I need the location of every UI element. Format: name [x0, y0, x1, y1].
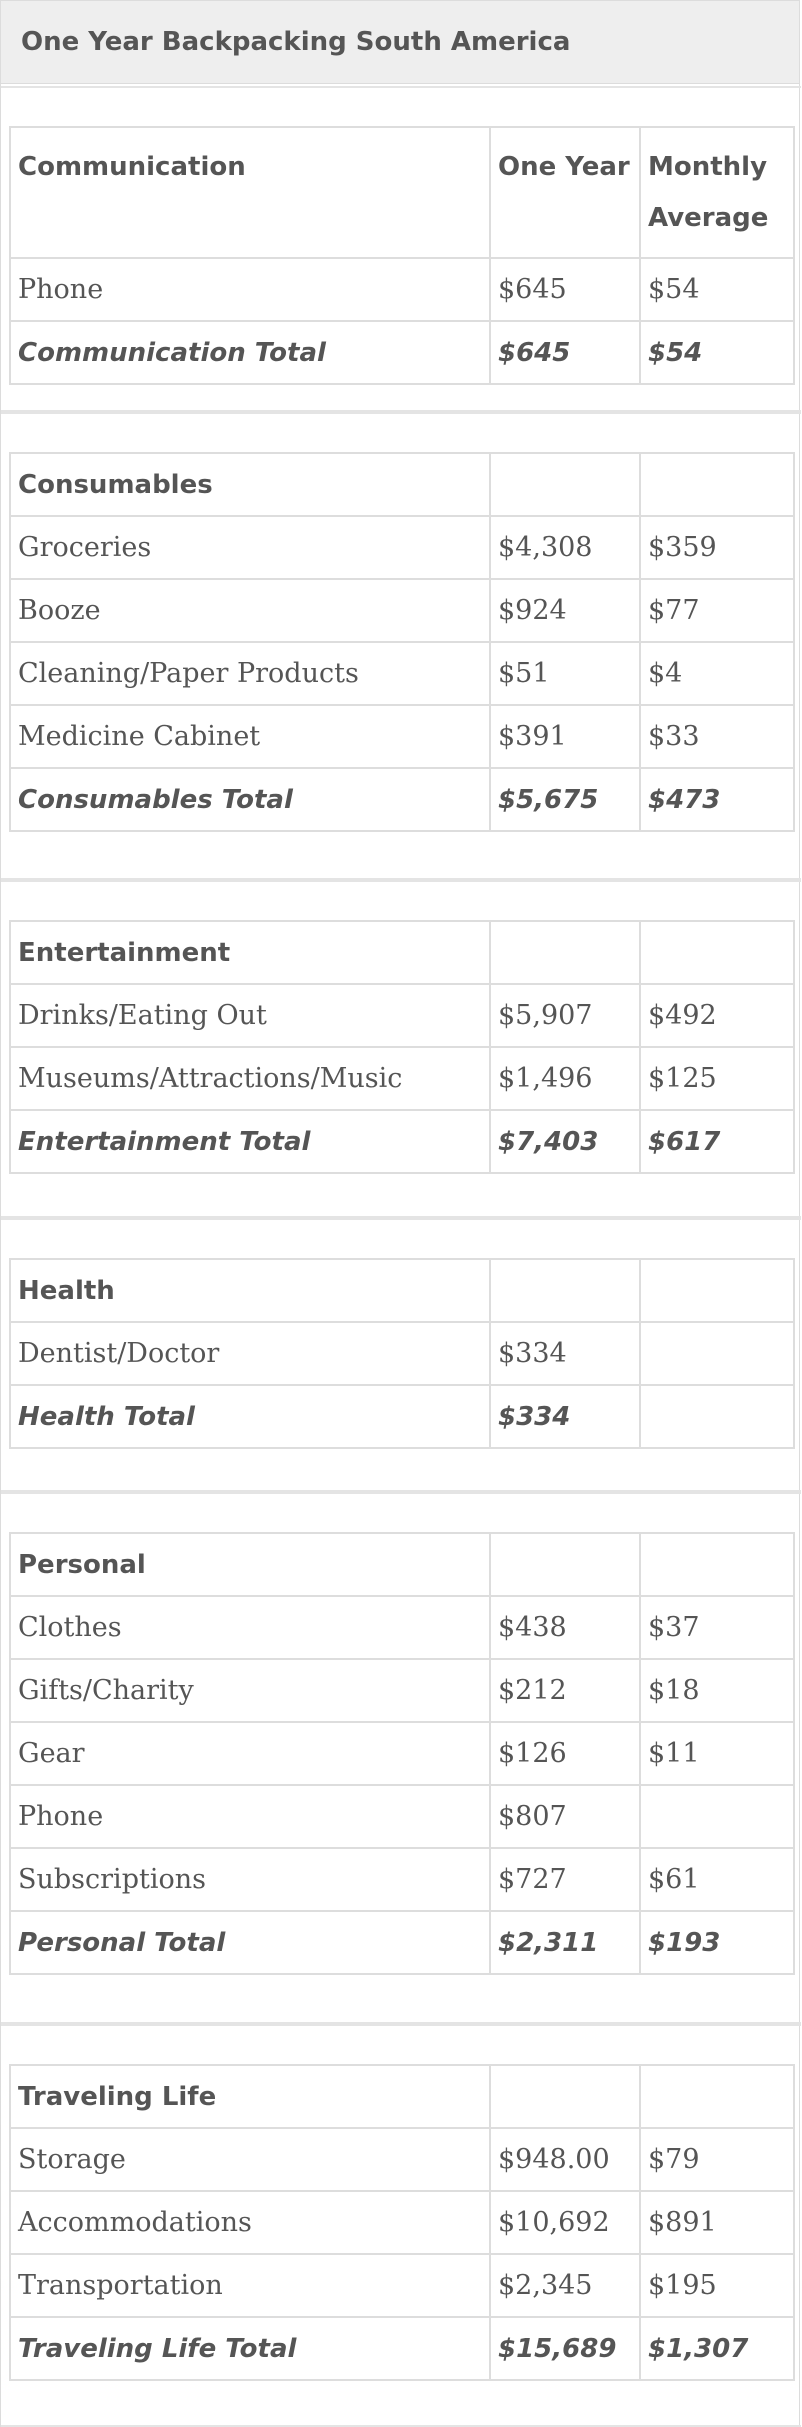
row-label: Cleaning/Paper Products	[10, 642, 490, 705]
table-row	[10, 1785, 794, 1848]
row-label: Clothes	[10, 1596, 490, 1659]
table-header-row	[10, 1259, 794, 1322]
row-label: Booze	[10, 579, 490, 642]
table-header-row	[10, 127, 794, 258]
row-label: Phone	[10, 258, 490, 321]
total-monthly: $54	[640, 321, 794, 384]
total-one-year: $15,689	[490, 2317, 640, 2380]
table-header-row	[10, 453, 794, 516]
total-one-year: $2,311	[490, 1911, 640, 1974]
row-one-year: $1,496	[490, 1047, 640, 1110]
category-heading: Health	[10, 1259, 490, 1322]
table-communication	[9, 126, 795, 385]
total-monthly	[640, 1385, 794, 1448]
row-monthly: $11	[640, 1722, 794, 1785]
category-heading: Personal	[10, 1533, 490, 1596]
row-monthly: $891	[640, 2191, 794, 2254]
table-personal	[9, 1532, 795, 1975]
row-monthly	[640, 1322, 794, 1385]
total-monthly: $473	[640, 768, 794, 831]
row-label: Medicine Cabinet	[10, 705, 490, 768]
table-row	[10, 984, 794, 1047]
total-one-year: $7,403	[490, 1110, 640, 1173]
row-one-year: $645	[490, 258, 640, 321]
table-row	[10, 1848, 794, 1911]
table-traveling-life	[9, 2064, 795, 2381]
row-one-year: $10,692	[490, 2191, 640, 2254]
table-row	[10, 2191, 794, 2254]
row-one-year: $4,308	[490, 516, 640, 579]
table-consumables	[9, 452, 795, 832]
row-label: Subscriptions	[10, 1848, 490, 1911]
row-one-year: $727	[490, 1848, 640, 1911]
section-personal	[1, 1492, 801, 2024]
category-heading: Entertainment	[10, 921, 490, 984]
total-row	[10, 1911, 794, 1974]
total-row	[10, 768, 794, 831]
row-monthly: $4	[640, 642, 794, 705]
total-label: Communication Total	[10, 321, 490, 384]
total-label: Traveling Life Total	[10, 2317, 490, 2380]
row-monthly: $125	[640, 1047, 794, 1110]
table-row	[10, 579, 794, 642]
row-one-year: $2,345	[490, 2254, 640, 2317]
table-row	[10, 1722, 794, 1785]
row-monthly: $79	[640, 2128, 794, 2191]
row-label: Transportation	[10, 2254, 490, 2317]
table-row	[10, 705, 794, 768]
section-traveling-life	[1, 2024, 801, 2427]
section-health	[1, 1218, 801, 1492]
total-one-year: $5,675	[490, 768, 640, 831]
column-header-average: Average	[648, 203, 769, 233]
table-row	[10, 1047, 794, 1110]
row-label: Gear	[10, 1722, 490, 1785]
row-label: Phone	[10, 1785, 490, 1848]
table-row	[10, 516, 794, 579]
table-row	[10, 642, 794, 705]
section-communication	[1, 86, 801, 412]
row-one-year: $51	[490, 642, 640, 705]
table-health	[9, 1258, 795, 1449]
table-row	[10, 1596, 794, 1659]
total-label: Entertainment Total	[10, 1110, 490, 1173]
total-row	[10, 321, 794, 384]
total-row	[10, 1110, 794, 1173]
section-entertainment	[1, 880, 801, 1218]
row-one-year: $212	[490, 1659, 640, 1722]
column-header-monthly: Monthly	[648, 152, 768, 182]
row-label: Accommodations	[10, 2191, 490, 2254]
table-row	[10, 1659, 794, 1722]
total-monthly: $617	[640, 1110, 794, 1173]
table-row	[10, 1322, 794, 1385]
table-row	[10, 2254, 794, 2317]
row-monthly: $492	[640, 984, 794, 1047]
total-one-year: $334	[490, 1385, 640, 1448]
category-heading: Traveling Life	[10, 2065, 490, 2128]
table-header-row	[10, 1533, 794, 1596]
table-row	[10, 2128, 794, 2191]
row-label: Gifts/Charity	[10, 1659, 490, 1722]
column-header-one-year: One Year	[490, 127, 640, 258]
total-monthly: $1,307	[640, 2317, 794, 2380]
row-label: Drinks/Eating Out	[10, 984, 490, 1047]
total-row	[10, 2317, 794, 2380]
category-heading: Communication	[10, 127, 490, 258]
row-one-year: $807	[490, 1785, 640, 1848]
row-label: Groceries	[10, 516, 490, 579]
row-monthly	[640, 1785, 794, 1848]
column-header-monthly-average	[640, 127, 794, 258]
total-row	[10, 1385, 794, 1448]
row-label: Storage	[10, 2128, 490, 2191]
row-monthly: $359	[640, 516, 794, 579]
row-monthly: $195	[640, 2254, 794, 2317]
total-label: Consumables Total	[10, 768, 490, 831]
row-label: Museums/Attractions/Music	[10, 1047, 490, 1110]
row-one-year: $924	[490, 579, 640, 642]
table-entertainment	[9, 920, 795, 1174]
budget-body	[0, 84, 800, 2427]
total-one-year: $645	[490, 321, 640, 384]
page-title: One Year Backpacking South America	[0, 0, 800, 84]
row-one-year: $5,907	[490, 984, 640, 1047]
row-one-year: $438	[490, 1596, 640, 1659]
section-consumables	[1, 412, 801, 880]
total-label: Personal Total	[10, 1911, 490, 1974]
table-header-row	[10, 2065, 794, 2128]
row-monthly: $77	[640, 579, 794, 642]
row-one-year: $391	[490, 705, 640, 768]
total-label: Health Total	[10, 1385, 490, 1448]
row-monthly: $18	[640, 1659, 794, 1722]
table-row	[10, 258, 794, 321]
row-monthly: $54	[640, 258, 794, 321]
row-monthly: $37	[640, 1596, 794, 1659]
row-one-year: $948.00	[490, 2128, 640, 2191]
table-header-row	[10, 921, 794, 984]
row-label: Dentist/Doctor	[10, 1322, 490, 1385]
row-monthly: $33	[640, 705, 794, 768]
row-monthly: $61	[640, 1848, 794, 1911]
row-one-year: $334	[490, 1322, 640, 1385]
category-heading: Consumables	[10, 453, 490, 516]
row-one-year: $126	[490, 1722, 640, 1785]
total-monthly: $193	[640, 1911, 794, 1974]
